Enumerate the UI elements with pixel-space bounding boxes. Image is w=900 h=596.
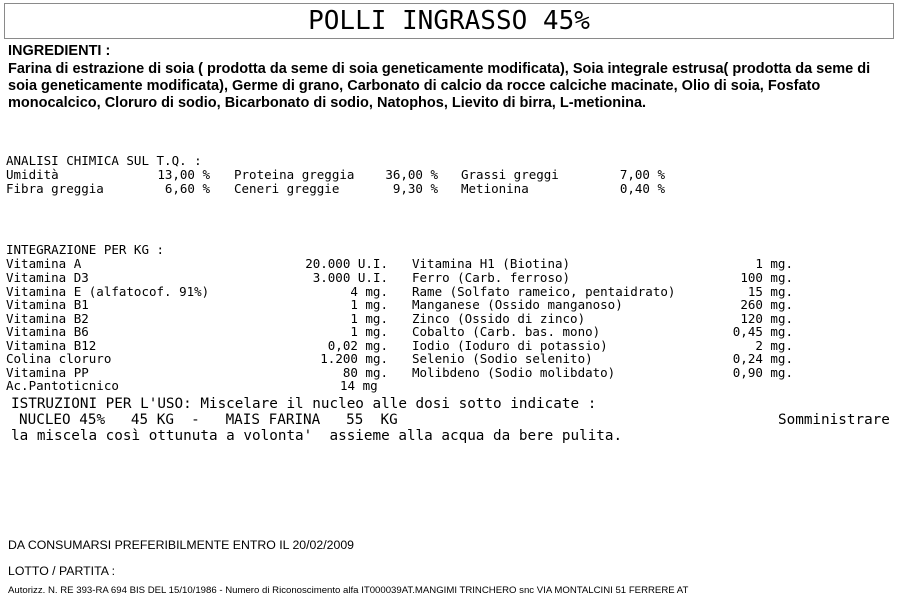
integration-label: Vitamina E (alfatocof. 91%) <box>6 284 210 299</box>
analysis-heading: ANALISI CHIMICA SUL T.Q. : <box>6 153 202 168</box>
analysis-value: 13,00 % <box>157 167 210 182</box>
integration-value: 0,90 mg. <box>732 365 793 380</box>
integration-value: 4 mg. <box>350 284 388 299</box>
integration-value: 20.000 U.I. <box>305 256 388 271</box>
integration-label: Ferro (Carb. ferroso) <box>412 270 571 285</box>
integration-value: 120 mg. <box>740 311 793 326</box>
analysis-value: 9,30 % <box>392 181 438 196</box>
integration-value: 1 mg. <box>350 311 388 326</box>
best-before: DA CONSUMARSI PREFERIBILMENTE ENTRO IL 20/02/2009 <box>8 538 355 552</box>
integration-value: 100 mg. <box>740 270 793 285</box>
integration-value: 2 mg. <box>755 338 793 353</box>
instructions-dosage: NUCLEO 45% 45 KG - MAIS FARINA 55 KG <box>19 412 398 428</box>
analysis-label: Proteina greggia <box>234 167 355 182</box>
instructions-administer: Somministrare <box>778 412 890 428</box>
integration-value: 1.200 mg. <box>320 351 388 366</box>
ingredients-line: Farina di estrazione di soia ( prodotta da seme di soia geneticamente modificata), Soia integrale estrusa( prodotta da seme di <box>8 61 871 77</box>
analysis-value: 36,00 % <box>385 167 438 182</box>
integration-label: Cobalto (Carb. bas. mono) <box>412 324 601 339</box>
integration-label: Vitamina B6 <box>6 324 89 339</box>
integration-value: 1 mg. <box>755 256 793 271</box>
integration-value: 1 mg. <box>350 324 388 339</box>
ingredients-heading: INGREDIENTI : <box>8 43 111 59</box>
ingredients-line: soia geneticamente modificata), Germe di grano, Carbonato di calcio da rocce calciche macinate, Olio di soia, Fosfato <box>8 78 821 94</box>
integration-label: Rame (Solfato rameico, pentaidrato) <box>412 284 676 299</box>
integration-label: Vitamina B1 <box>6 297 89 312</box>
analysis-value: 7,00 % <box>619 167 665 182</box>
integration-label: Molibdeno (Sodio molibdato) <box>412 365 616 380</box>
integration-label: Selenio (Sodio selenito) <box>412 351 593 366</box>
instructions-line: la miscela così ottunuta a volonta' assieme alla acqua da bere pulita. <box>11 428 623 444</box>
analysis-value: 0,40 % <box>619 181 665 196</box>
integration-label: Manganese (Ossido manganoso) <box>412 297 623 312</box>
integration-label: Vitamina D3 <box>6 270 89 285</box>
integration-label: Vitamina H1 (Biotina) <box>412 256 571 271</box>
lot-number-label: LOTTO / PARTITA : <box>8 564 116 578</box>
integration-label: Colina cloruro <box>6 351 112 366</box>
integration-value: 80 mg. <box>342 365 388 380</box>
ingredients-line: monocalcico, Cloruro di sodio, Bicarbonato di sodio, Natophos, Lievito di birra, L-metionina. <box>8 95 647 111</box>
integration-value: 0,02 mg. <box>327 338 388 353</box>
integration-label: Vitamina PP <box>6 365 89 380</box>
analysis-label: Ceneri greggie <box>234 181 340 196</box>
integration-value: 260 mg. <box>740 297 793 312</box>
integration-value: 1 mg. <box>350 297 388 312</box>
analysis-label: Fibra greggia <box>6 181 104 196</box>
integration-label: Ac.Pantoticnico <box>6 378 119 393</box>
analysis-label: Umidità <box>6 167 59 182</box>
analysis-label: Metionina <box>461 181 529 196</box>
integration-label: Zinco (Ossido di zinco) <box>412 311 586 326</box>
ingredients-text <box>8 61 896 112</box>
analysis-value: 6,60 % <box>164 181 210 196</box>
integration-label: Vitamina A <box>6 256 82 271</box>
integration-label: Vitamina B12 <box>6 338 97 353</box>
integration-value: 15 mg. <box>747 284 793 299</box>
authorization-note: Autorizz. N. RE 393-RA 694 BIS DEL 15/10/1986 - Numero di Riconoscimento alfa IT000039AT.MANGIMI TRINCHERO snc VIA MONTALCINI 51 FERRERE AT <box>8 585 689 596</box>
analysis-label: Grassi greggi <box>461 167 559 182</box>
integration-value: 0,45 mg. <box>732 324 793 339</box>
integration-value: 3.000 U.I. <box>312 270 388 285</box>
integration-label: Iodio (Ioduro di potassio) <box>412 338 608 353</box>
product-title: POLLI INGRASSO 45% <box>4 3 894 39</box>
integration-value: 0,24 mg. <box>732 351 793 366</box>
integration-label: Vitamina B2 <box>6 311 89 326</box>
instructions-line: ISTRUZIONI PER L'USO: Miscelare il nucleo alle dosi sotto indicate : <box>11 396 597 412</box>
integration-value: 14 mg <box>340 378 378 393</box>
integration-heading: INTEGRAZIONE PER KG : <box>6 242 165 257</box>
